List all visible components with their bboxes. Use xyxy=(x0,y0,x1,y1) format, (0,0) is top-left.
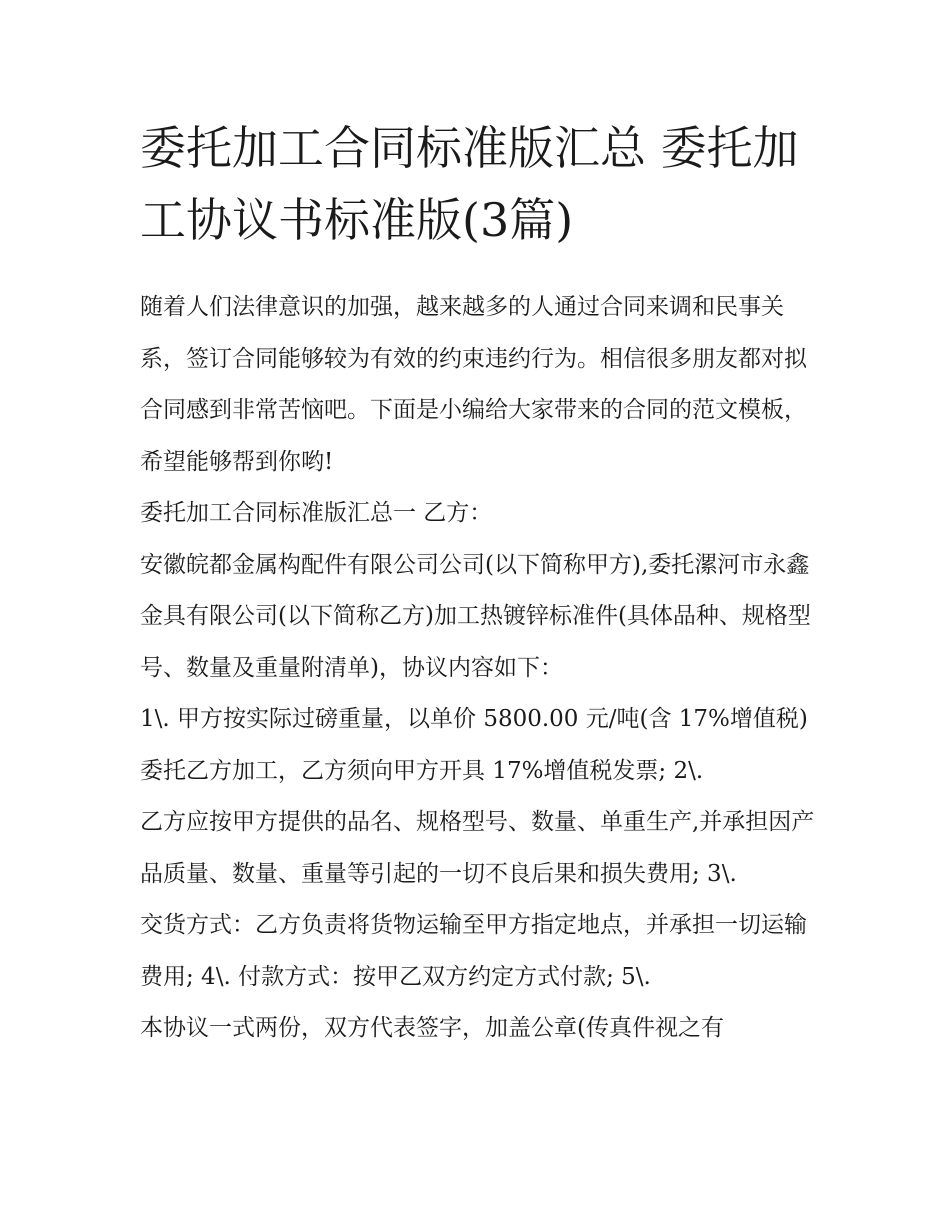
clause-5-paragraph: 本协议一式两份，双方代表签字，加盖公章(传真件视之有 xyxy=(140,1015,724,1041)
clause-3-4-paragraph: 交货方式：乙方负责将货物运输至甲方指定地点，并承担一切运输费用; 4\. 付款方式：按甲乙双方约定方式付款; 5\. xyxy=(140,912,807,990)
clause-2-paragraph: 乙方应按甲方提供的品名、规格型号、数量、单重生产,并承担因产品质量、数量、重量等引起的一切不良后果和损失费用; 3\. xyxy=(140,809,815,887)
intro-paragraph: 随着人们法律意识的加强，越来越多的人通过合同来调和民事关系，签订合同能够较为有效的约束违约行为。相信很多朋友都对拟合同感到非常苦恼吧。下面是小编给大家带来的合同的范文模板，希望能够帮到你哟! xyxy=(140,294,807,475)
document-body xyxy=(140,282,820,1055)
section-heading: 委托加工合同标准版汇总一 乙方： xyxy=(140,500,493,526)
document-title: 委托加工合同标准版汇总 委托加工协议书标准版(3篇) xyxy=(140,121,799,247)
clause-1-paragraph: 1\. 甲方按实际过磅重量，以单价 5800.00 元/吨(含 17%增值税)委托乙方加工，乙方须向甲方开具 17%增值税发票; 2\. xyxy=(140,706,808,784)
parties-paragraph: 安徽皖都金属构配件有限公司公司(以下简称甲方),委托漯河市永鑫金具有限公司(以下简称乙方)加工热镀锌标准件(具体品种、规格型号、数量及重量附清单)，协议内容如下： xyxy=(140,551,811,681)
